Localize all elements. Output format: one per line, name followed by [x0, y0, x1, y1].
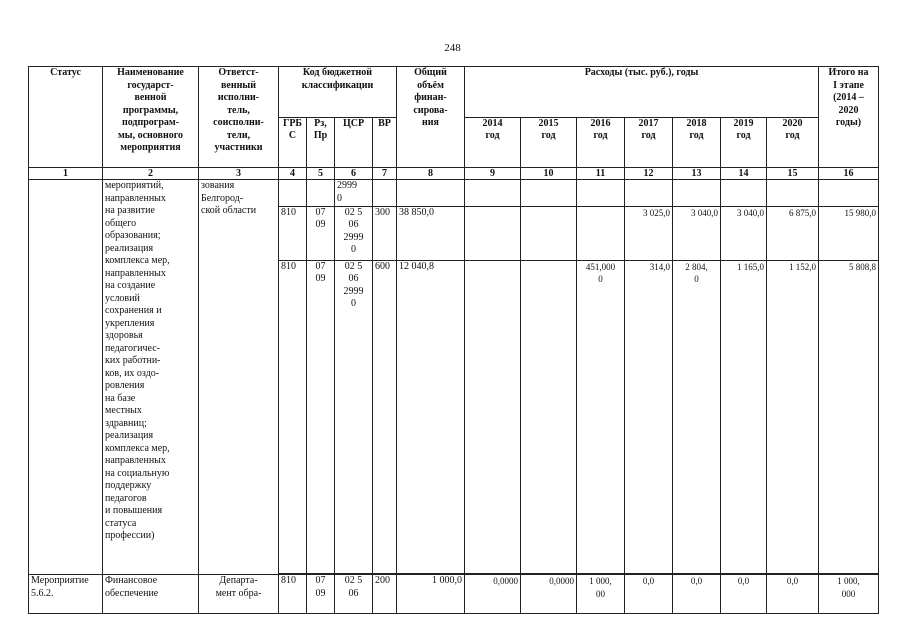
header-grbs: ГРБ С	[279, 117, 307, 168]
header-total: Общий объём финан- сирова- ния	[397, 67, 465, 168]
table-row	[29, 575, 879, 614]
grbs-cell	[279, 180, 307, 207]
column-number: 14	[721, 168, 767, 180]
column-number: 11	[577, 168, 625, 180]
header-year-2019: 2019 год	[721, 117, 767, 168]
column-number: 15	[767, 168, 819, 180]
vr-cell: 300	[373, 206, 397, 260]
rzpr-cell	[307, 180, 335, 207]
year-cell: 314,0	[625, 260, 673, 573]
header-budget-code: Код бюджетной классификации	[279, 67, 397, 118]
year-cell	[577, 180, 625, 207]
header-year-2014: 2014 год	[465, 117, 521, 168]
vr-cell: 200	[373, 575, 397, 614]
header-responsible: Ответст- венный исполни- тель, соисполни- тели, участники	[199, 67, 279, 168]
year-cell	[625, 180, 673, 207]
year-cell	[465, 206, 521, 260]
stage-total-cell: 5 808,8	[819, 260, 879, 573]
name-cell: Финансовое обеспечение	[103, 575, 199, 614]
column-number: 2	[103, 168, 199, 180]
column-number: 5	[307, 168, 335, 180]
column-number: 13	[673, 168, 721, 180]
year-cell: 3 040,0	[721, 206, 767, 260]
column-number: 1	[29, 168, 103, 180]
year-cell	[465, 260, 521, 573]
year-cell	[767, 180, 819, 207]
year-cell: 451,000 0	[577, 260, 625, 573]
year-cell: 0,0	[767, 575, 819, 614]
year-cell	[577, 206, 625, 260]
vr-cell	[373, 180, 397, 207]
year-cell	[521, 180, 577, 207]
column-number: 3	[199, 168, 279, 180]
year-cell	[721, 180, 767, 207]
stage-total-cell: 1 000, 000	[819, 575, 879, 614]
header-expenses: Расходы (тыс. руб.), годы	[465, 67, 819, 118]
year-cell: 0,0	[625, 575, 673, 614]
rzpr-cell: 07 09	[307, 206, 335, 260]
year-cell: 0,0000	[465, 575, 521, 614]
status-cell: Мероприятие 5.6.2.	[29, 575, 103, 614]
continued-name-cell: мероприятий, направленных на развитие общего образования; реализация комплекса мер, направленных на создание условий сохранения и укрепления здоровья педагогичес- ких работни- ков, их оздо- ровления на базе местных здравниц; реализация комплекса мер, направленных на социальную поддержку педагогов и повышения статуса профессии)	[103, 180, 199, 575]
responsible-cell: Департа- мент обра-	[199, 575, 279, 614]
column-number: 8	[397, 168, 465, 180]
year-cell: 1 165,0	[721, 260, 767, 573]
csr-cell: 02 5 06	[335, 575, 373, 614]
year-cell: 3 040,0	[673, 206, 721, 260]
year-cell: 3 025,0	[625, 206, 673, 260]
header-stage-total: Итого на I этапе (2014 – 2020 годы)	[819, 67, 879, 168]
column-number: 9	[465, 168, 521, 180]
column-number-row	[29, 168, 879, 180]
rzpr-cell: 07 09	[307, 260, 335, 573]
header-vr: ВР	[373, 117, 397, 168]
column-number: 10	[521, 168, 577, 180]
year-cell: 6 875,0	[767, 206, 819, 260]
csr-cell: 02 5 06 2999 0	[335, 260, 373, 573]
column-number: 12	[625, 168, 673, 180]
year-cell: 0,0	[673, 575, 721, 614]
grbs-cell: 810	[279, 206, 307, 260]
budget-table	[28, 66, 879, 614]
header-csr: ЦСР	[335, 117, 373, 168]
year-cell	[465, 180, 521, 207]
header-year-2018: 2018 год	[673, 117, 721, 168]
year-cell: 1 152,0	[767, 260, 819, 573]
year-cell: 0,0000	[521, 575, 577, 614]
year-cell: 2 804, 0	[673, 260, 721, 573]
status-cell	[29, 180, 103, 575]
table-row-continuation	[29, 180, 879, 207]
total-cell	[397, 180, 465, 207]
grbs-cell: 810	[279, 260, 307, 573]
continued-responsible-cell: зования Белгород- ской области	[199, 180, 279, 575]
header-year-2016: 2016 год	[577, 117, 625, 168]
column-number: 7	[373, 168, 397, 180]
stage-total-cell	[819, 180, 879, 207]
csr-cell: 2999 0	[335, 180, 373, 207]
csr-cell: 02 5 06 2999 0	[335, 206, 373, 260]
grbs-cell: 810	[279, 575, 307, 614]
header-name: Наименование государст- венной программы, подпрограм- мы, основного мероприятия	[103, 67, 199, 168]
header-row-1	[29, 67, 879, 118]
year-cell	[673, 180, 721, 207]
year-cell: 1 000, 00	[577, 575, 625, 614]
header-rzpr: Рз, Пр	[307, 117, 335, 168]
column-number: 16	[819, 168, 879, 180]
rzpr-cell: 07 09	[307, 575, 335, 614]
column-number: 4	[279, 168, 307, 180]
header-status: Статус	[29, 67, 103, 168]
stage-total-cell: 15 980,0	[819, 206, 879, 260]
year-cell	[521, 260, 577, 573]
page-number: 248	[444, 42, 461, 54]
header-year-2015: 2015 год	[521, 117, 577, 168]
total-cell: 1 000,0	[397, 575, 465, 614]
total-cell: 38 850,0	[397, 206, 465, 260]
header-year-2020: 2020 год	[767, 117, 819, 168]
column-number: 6	[335, 168, 373, 180]
year-cell	[521, 206, 577, 260]
vr-cell: 600	[373, 260, 397, 573]
year-cell: 0,0	[721, 575, 767, 614]
header-year-2017: 2017 год	[625, 117, 673, 168]
total-cell: 12 040,8	[397, 260, 465, 573]
